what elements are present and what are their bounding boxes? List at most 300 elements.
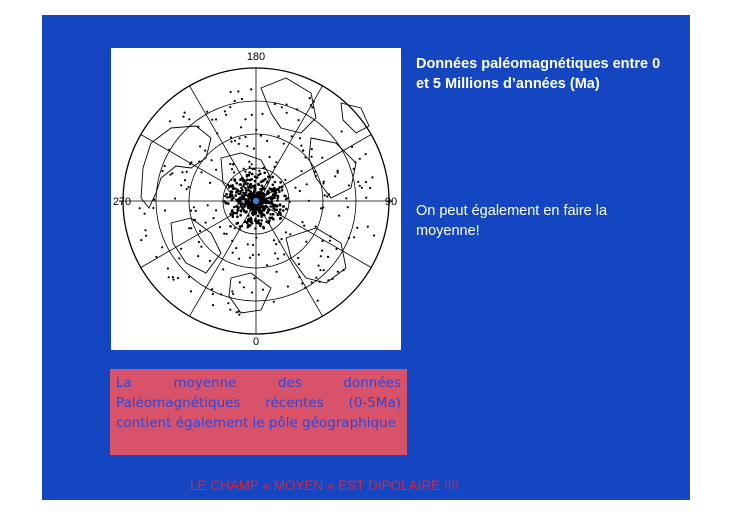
vgp-point	[145, 235, 147, 237]
vgp-point	[139, 207, 141, 209]
label-0: 0	[252, 336, 260, 348]
vgp-point	[236, 212, 239, 215]
vgp-point	[328, 193, 330, 195]
vgp-point	[278, 135, 280, 137]
vgp-point	[239, 190, 242, 193]
vgp-point	[263, 214, 266, 217]
vgp-point	[283, 253, 285, 255]
vgp-point	[367, 226, 369, 228]
vgp-point	[268, 197, 271, 200]
vgp-point	[261, 113, 263, 115]
vgp-point	[233, 206, 236, 209]
vgp-point	[285, 231, 287, 233]
vgp-point	[373, 234, 375, 236]
vgp-point	[230, 136, 232, 138]
vgp-point	[239, 225, 241, 227]
vgp-point	[279, 212, 282, 215]
vgp-point	[198, 241, 200, 243]
vgp-point	[240, 178, 243, 181]
vgp-point	[261, 188, 264, 191]
vgp-point	[274, 181, 277, 184]
vgp-point	[338, 215, 340, 217]
vgp-point	[240, 205, 243, 208]
vgp-point	[320, 255, 322, 257]
vgp-point	[260, 213, 263, 216]
vgp-point	[353, 168, 355, 170]
mean-pole-marker	[253, 198, 259, 204]
vgp-point	[323, 269, 325, 271]
vgp-point	[324, 194, 326, 196]
vgp-point	[311, 156, 313, 158]
vgp-point	[177, 277, 179, 279]
vgp-point	[251, 291, 253, 293]
vgp-point	[194, 219, 196, 221]
vgp-point	[251, 114, 253, 116]
vgp-point	[253, 168, 255, 170]
vgp-point	[267, 209, 270, 212]
vgp-point	[227, 302, 229, 304]
vgp-point	[232, 163, 234, 165]
vgp-point	[313, 101, 315, 103]
vgp-point	[319, 269, 321, 271]
vgp-point	[240, 225, 243, 228]
vgp-point	[274, 252, 276, 254]
vgp-point	[273, 196, 276, 199]
vgp-point	[181, 171, 183, 173]
vgp-point	[315, 225, 317, 227]
vgp-point	[180, 184, 182, 186]
vgp-point	[246, 179, 249, 182]
vgp-point	[260, 203, 263, 206]
vgp-point	[231, 240, 233, 242]
vgp-point	[237, 206, 240, 209]
vgp-point	[224, 110, 226, 112]
vgp-point	[212, 304, 214, 306]
vgp-point	[329, 240, 331, 242]
vgp-point	[231, 290, 233, 292]
vgp-point	[248, 219, 251, 222]
vgp-point	[225, 202, 227, 204]
vgp-point	[206, 111, 208, 113]
vgp-point	[199, 230, 201, 232]
vgp-point	[329, 235, 331, 237]
vgp-point	[303, 225, 305, 227]
vgp-point	[153, 199, 155, 201]
continent-outline	[229, 273, 271, 313]
vgp-point	[359, 158, 361, 160]
vgp-point	[253, 187, 256, 190]
vgp-point	[188, 227, 190, 229]
vgp-point	[365, 197, 367, 199]
vgp-point	[282, 209, 285, 212]
vgp-point	[235, 182, 238, 185]
vgp-point	[155, 256, 157, 258]
vgp-point	[140, 239, 142, 241]
vgp-point	[276, 205, 279, 208]
vgp-point	[322, 182, 324, 184]
vgp-point	[250, 88, 252, 90]
vgp-point	[254, 180, 257, 183]
vgp-point	[276, 199, 279, 202]
vgp-point	[258, 170, 260, 172]
vgp-point	[249, 166, 251, 168]
vgp-point	[311, 106, 313, 108]
vgp-point	[289, 233, 291, 235]
vgp-point	[257, 174, 260, 177]
paleomagnetic-pole-plot	[111, 48, 401, 350]
meridian-line	[141, 201, 256, 268]
vgp-point	[315, 277, 317, 279]
vgp-point	[193, 206, 195, 208]
vgp-point	[245, 200, 248, 203]
vgp-point	[289, 201, 291, 203]
vgp-point	[272, 207, 275, 210]
vgp-point	[237, 222, 240, 225]
vgp-point	[223, 233, 225, 235]
vgp-point	[240, 183, 243, 186]
vgp-point	[231, 214, 234, 217]
vgp-point	[268, 217, 271, 220]
vgp-point	[248, 225, 251, 228]
vgp-point	[186, 171, 188, 173]
vgp-point	[284, 179, 286, 181]
vgp-point	[211, 119, 213, 121]
vgp-point	[144, 229, 146, 231]
vgp-point	[266, 264, 268, 266]
vgp-point	[273, 239, 275, 241]
vgp-point	[361, 187, 363, 189]
vgp-point	[168, 149, 170, 151]
vgp-point	[220, 293, 222, 295]
vgp-point	[278, 190, 281, 193]
vgp-point	[276, 195, 279, 198]
vgp-point	[243, 286, 245, 288]
vgp-point	[251, 173, 254, 176]
vgp-point	[253, 210, 256, 213]
vgp-point	[266, 140, 268, 142]
vgp-point	[301, 282, 303, 284]
vgp-point	[345, 197, 347, 199]
vgp-point	[272, 184, 275, 187]
meridian-line	[256, 201, 371, 268]
vgp-point	[247, 214, 250, 217]
vgp-point	[195, 210, 197, 212]
vgp-point	[359, 185, 361, 187]
vgp-point	[351, 146, 353, 148]
vgp-point	[263, 167, 265, 169]
vgp-point	[305, 241, 307, 243]
vgp-point	[342, 269, 344, 271]
vgp-point	[239, 214, 242, 217]
label-180: 180	[246, 51, 266, 63]
vgp-point	[235, 247, 237, 249]
vgp-point	[167, 267, 169, 269]
vgp-point	[278, 186, 281, 189]
vgp-point	[229, 163, 231, 165]
vgp-point	[281, 106, 283, 108]
vgp-point	[253, 148, 255, 150]
vgp-point	[337, 170, 339, 172]
vgp-point	[189, 163, 191, 165]
vgp-point	[190, 210, 192, 212]
vgp-point	[308, 200, 310, 202]
vgp-point	[242, 209, 245, 212]
vgp-point	[230, 190, 233, 193]
vgp-point	[311, 148, 313, 150]
vgp-point	[265, 205, 268, 208]
meridian-line	[256, 86, 323, 201]
vgp-point	[232, 186, 235, 189]
vgp-point	[262, 226, 265, 229]
vgp-point	[240, 210, 243, 213]
vgp-point	[334, 175, 336, 177]
vgp-point	[264, 178, 267, 181]
vgp-point	[212, 293, 214, 295]
polar-plot-svg	[111, 48, 401, 350]
vgp-point	[152, 207, 154, 209]
vgp-point	[286, 104, 288, 106]
vgp-point	[244, 220, 247, 223]
vgp-point	[255, 129, 257, 131]
vgp-point	[247, 243, 249, 245]
vgp-point	[211, 159, 213, 161]
vgp-point	[299, 190, 301, 192]
slide-title: Données paléomagnétiques entre 0 et 5 Millions d’années (Ma)	[416, 56, 661, 92]
vgp-point	[247, 195, 250, 198]
vgp-point	[236, 209, 239, 212]
vgp-point	[205, 222, 207, 224]
vgp-point	[251, 163, 253, 165]
vgp-point	[180, 248, 182, 250]
vgp-point	[230, 225, 232, 227]
vgp-point	[249, 197, 252, 200]
vgp-point	[279, 217, 281, 219]
vgp-point	[226, 196, 229, 199]
vgp-point	[169, 120, 171, 122]
vgp-point	[178, 257, 180, 259]
vgp-point	[286, 197, 288, 199]
vgp-point	[239, 281, 241, 283]
vgp-point	[244, 118, 246, 120]
vgp-point	[269, 213, 272, 216]
vgp-point	[245, 210, 248, 213]
vgp-point	[273, 301, 275, 303]
vgp-point	[347, 206, 349, 208]
vgp-point	[302, 150, 304, 152]
vgp-point	[245, 191, 248, 194]
vgp-point	[215, 169, 217, 171]
vgp-point	[164, 165, 166, 167]
vgp-point	[279, 208, 282, 211]
vgp-point	[238, 143, 240, 145]
slide	[42, 15, 690, 500]
vgp-point	[318, 265, 320, 267]
vgp-point	[144, 213, 146, 215]
vgp-point	[251, 212, 254, 215]
vgp-point	[311, 281, 313, 283]
vgp-point	[301, 221, 303, 223]
vgp-point	[258, 254, 260, 256]
vgp-point	[240, 126, 242, 128]
vgp-point	[269, 205, 272, 208]
vgp-point	[253, 193, 256, 196]
vgp-point	[237, 193, 240, 196]
vgp-point	[244, 194, 247, 197]
vgp-point	[162, 170, 164, 172]
vgp-point	[225, 193, 228, 196]
vgp-point	[262, 209, 265, 212]
vgp-point	[319, 281, 321, 283]
vgp-point	[248, 171, 251, 174]
vgp-point	[188, 186, 190, 188]
vgp-point	[257, 215, 260, 218]
vgp-point	[225, 114, 227, 116]
vgp-point	[252, 244, 254, 246]
vgp-point	[254, 227, 257, 230]
vgp-point	[236, 199, 239, 202]
vgp-point	[298, 263, 300, 265]
vgp-point	[271, 176, 274, 179]
vgp-point	[283, 195, 286, 198]
vgp-point	[332, 278, 334, 280]
vgp-point	[249, 209, 252, 212]
vgp-point	[369, 187, 371, 189]
continent-outline	[141, 126, 211, 208]
vgp-point	[253, 277, 255, 279]
vgp-point	[277, 213, 280, 216]
vgp-point	[322, 240, 324, 242]
meridian-line	[190, 86, 257, 201]
vgp-point	[250, 183, 253, 186]
vgp-point	[320, 207, 322, 209]
vgp-point	[252, 203, 255, 206]
vgp-point	[298, 119, 300, 121]
note-box	[110, 369, 407, 455]
vgp-point	[242, 185, 245, 188]
vgp-point	[204, 150, 206, 152]
vgp-point	[254, 207, 257, 210]
vgp-point	[239, 197, 242, 200]
vgp-point	[227, 202, 230, 205]
vgp-point	[272, 188, 275, 191]
vgp-point	[184, 112, 186, 114]
vgp-point	[232, 293, 234, 295]
vgp-point	[258, 183, 261, 186]
vgp-point	[215, 118, 217, 120]
vgp-point	[229, 193, 232, 196]
vgp-point	[297, 257, 299, 259]
vgp-point	[216, 132, 218, 134]
vgp-point	[230, 179, 232, 181]
vgp-point	[259, 225, 262, 228]
vgp-point	[238, 314, 240, 316]
vgp-point	[276, 209, 279, 212]
vgp-point	[240, 187, 243, 190]
vgp-point	[249, 257, 251, 259]
vgp-point	[281, 238, 283, 240]
vgp-point	[260, 134, 262, 136]
vgp-point	[259, 193, 262, 196]
vgp-point	[279, 181, 282, 184]
vgp-point	[237, 90, 239, 92]
vgp-point	[231, 168, 233, 170]
vgp-point	[169, 174, 171, 176]
vgp-point	[229, 106, 231, 108]
vgp-point	[291, 135, 293, 137]
vgp-point	[263, 172, 266, 175]
vgp-point	[310, 104, 312, 106]
vgp-point	[246, 182, 249, 185]
vgp-point	[227, 184, 229, 186]
vgp-point	[283, 143, 285, 145]
vgp-point	[274, 103, 276, 105]
vgp-point	[234, 194, 237, 197]
vgp-point	[314, 171, 316, 173]
vgp-point	[321, 157, 323, 159]
vgp-point	[272, 213, 275, 216]
vgp-point	[236, 311, 238, 313]
vgp-point	[230, 91, 232, 93]
vgp-point	[252, 254, 254, 256]
vgp-point	[244, 136, 246, 138]
vgp-point	[287, 285, 289, 287]
vgp-point	[268, 220, 271, 223]
vgp-point	[274, 194, 277, 197]
vgp-point	[335, 248, 337, 250]
vgp-point	[365, 181, 367, 183]
vgp-point	[309, 97, 311, 99]
vgp-point	[275, 192, 278, 195]
vgp-point	[353, 236, 355, 238]
vgp-point	[233, 171, 235, 173]
vgp-point	[234, 100, 236, 102]
vgp-point	[255, 237, 257, 239]
vgp-point	[212, 217, 214, 219]
vgp-point	[300, 170, 302, 172]
vgp-point	[257, 219, 260, 222]
vgp-point	[247, 206, 250, 209]
vgp-point	[239, 228, 241, 230]
vgp-point	[258, 208, 261, 211]
vgp-point	[199, 145, 201, 147]
vgp-point	[294, 187, 296, 189]
vgp-point	[267, 175, 270, 178]
vgp-point	[198, 161, 200, 163]
vgp-point	[299, 137, 301, 139]
vgp-point	[238, 311, 240, 313]
vgp-point	[251, 168, 253, 170]
vgp-point	[209, 260, 211, 262]
vgp-point	[365, 153, 367, 155]
vgp-point	[337, 172, 339, 174]
vgp-point	[264, 194, 267, 197]
vgp-point	[250, 178, 253, 181]
vgp-point	[197, 255, 199, 257]
vgp-point	[225, 233, 227, 235]
vgp-point	[249, 201, 252, 204]
vgp-point	[223, 200, 226, 203]
vgp-point	[230, 185, 233, 188]
vgp-point	[304, 156, 306, 158]
vgp-point	[168, 276, 170, 278]
vgp-point	[348, 184, 350, 186]
vgp-point	[337, 271, 339, 273]
vgp-point	[267, 211, 270, 214]
vgp-point	[275, 243, 277, 245]
vgp-point	[279, 204, 282, 207]
vgp-point	[275, 161, 277, 163]
vgp-point	[243, 168, 245, 170]
